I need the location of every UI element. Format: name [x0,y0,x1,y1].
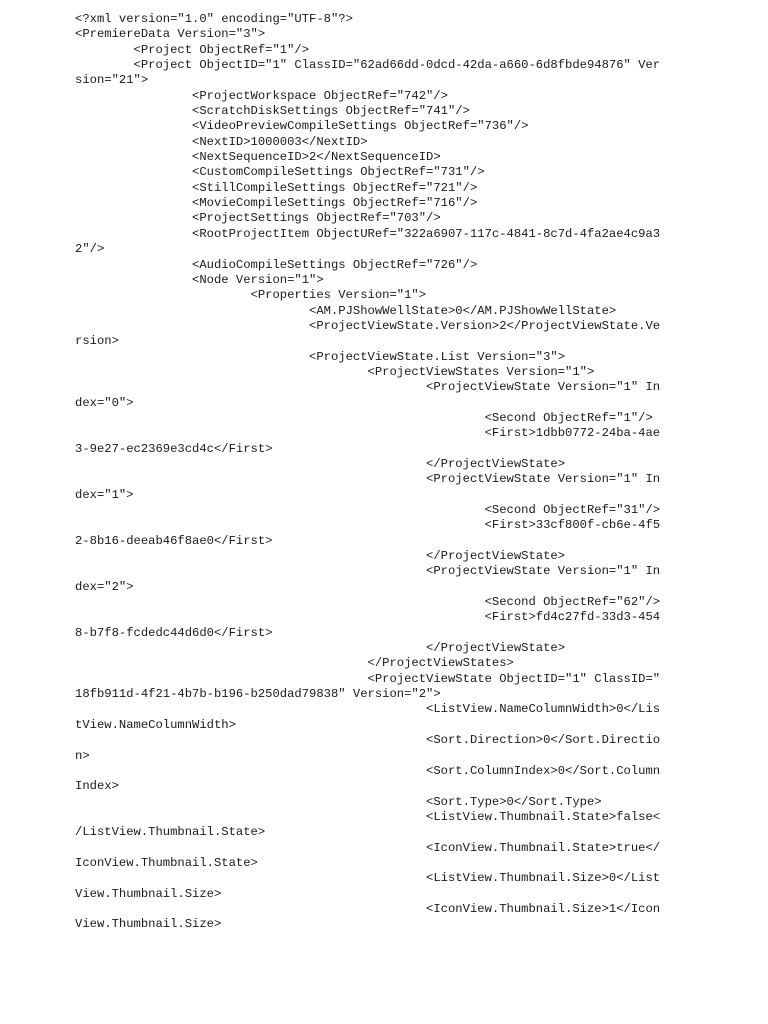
code-line: <ProjectViewState Version="1" In [75,564,661,579]
code-line: <ProjectWorkspace ObjectRef="742"/> [75,88,448,103]
code-line: <Project ObjectRef="1"/> [75,42,310,57]
code-line: 3-9e27-ec2369e3cd4c</First> [75,441,273,456]
code-line: <CustomCompileSettings ObjectRef="731"/> [75,165,485,180]
code-line: 8-b7f8-fcdedc44d6d0</First> [75,625,273,640]
code-line: <NextSequenceID>2</NextSequenceID> [75,150,441,165]
code-line: View.Thumbnail.Size> [75,917,222,932]
code-line: /ListView.Thumbnail.State> [75,825,266,840]
code-line: <ListView.Thumbnail.Size>0</List [75,871,661,886]
code-line: <First>fd4c27fd-33d3-454 [75,610,661,625]
code-line: 18fb911d-4f21-4b7b-b196-b250dad79838" Version="2"> [75,687,441,702]
code-line: <First>1dbb0772-24ba-4ae [75,426,661,441]
code-line: <Project ObjectID="1" ClassID="62ad66dd-0dcd-42da-a660-6d8fbde94876" Ver [75,58,661,73]
code-line: 2"/> [75,242,105,257]
code-line: <Second ObjectRef="62"/> [75,595,661,610]
code-line: <RootProjectItem ObjectURef="322a6907-117c-4841-8c7d-4fa2ae4c9a3 [75,226,661,241]
xml-code-block [75,12,675,933]
code-line: tView.NameColumnWidth> [75,717,236,732]
code-line: <Sort.Direction>0</Sort.Directio [75,733,661,748]
code-line: <First>33cf800f-cb6e-4f5 [75,518,661,533]
code-line: </ProjectViewState> [75,456,566,471]
code-line: </ProjectViewState> [75,549,566,564]
code-line: </ProjectViewState> [75,641,566,656]
code-line: <IconView.Thumbnail.Size>1</Icon [75,901,661,916]
code-line: Index> [75,779,119,794]
code-line: dex="0"> [75,395,134,410]
code-line: IconView.Thumbnail.State> [75,855,258,870]
code-line: <Sort.Type>0</Sort.Type> [75,794,602,809]
code-line: <MovieCompileSettings ObjectRef="716"/> [75,196,478,211]
code-line: sion="21"> [75,73,149,88]
code-line: View.Thumbnail.Size> [75,886,222,901]
code-line: <ScratchDiskSettings ObjectRef="741"/> [75,104,470,119]
code-line: <Properties Version="1"> [75,288,427,303]
code-line: <NextID>1000003</NextID> [75,134,368,149]
code-line: <StillCompileSettings ObjectRef="721"/> [75,180,478,195]
code-line: <Second ObjectRef="31"/> [75,503,661,517]
code-line: <Second ObjectRef="1"/> [75,410,653,425]
code-line: n> [75,748,90,763]
code-line: <AM.PJShowWellState>0</AM.PJShowWellState> [75,303,617,318]
code-line: <?xml version="1.0" encoding="UTF-8"?> [75,12,353,26]
code-line: <ProjectViewState.Version>2</ProjectViewState.Ve [75,318,661,333]
code-line: <Sort.ColumnIndex>0</Sort.Column [75,763,661,778]
code-line: dex="2"> [75,579,134,594]
code-line: 2-8b16-deeab46f8ae0</First> [75,533,273,548]
code-line: <ListView.NameColumnWidth>0</Lis [75,702,661,717]
code-line: <Node Version="1"> [75,272,324,287]
code-line: <AudioCompileSettings ObjectRef="726"/> [75,257,478,272]
code-line: <ProjectViewStates Version="1"> [75,364,595,379]
code-line: <IconView.Thumbnail.State>true</ [75,840,661,855]
code-line: <ProjectViewState Version="1" In [75,380,661,395]
code-line: <ListView.Thumbnail.State>false< [75,809,661,824]
code-line: <PremiereData Version="3"> [75,27,266,42]
code-line: rsion> [75,334,119,349]
code-line: </ProjectViewStates> [75,656,514,671]
code-line: <ProjectSettings ObjectRef="703"/> [75,211,441,226]
code-line: <ProjectViewState.List Version="3"> [75,349,566,364]
code-line: <ProjectViewState ObjectID="1" ClassID=" [75,671,661,686]
code-line: <VideoPreviewCompileSettings ObjectRef="736"/> [75,119,529,134]
code-line: dex="1"> [75,487,134,502]
code-line: <ProjectViewState Version="1" In [75,472,661,487]
